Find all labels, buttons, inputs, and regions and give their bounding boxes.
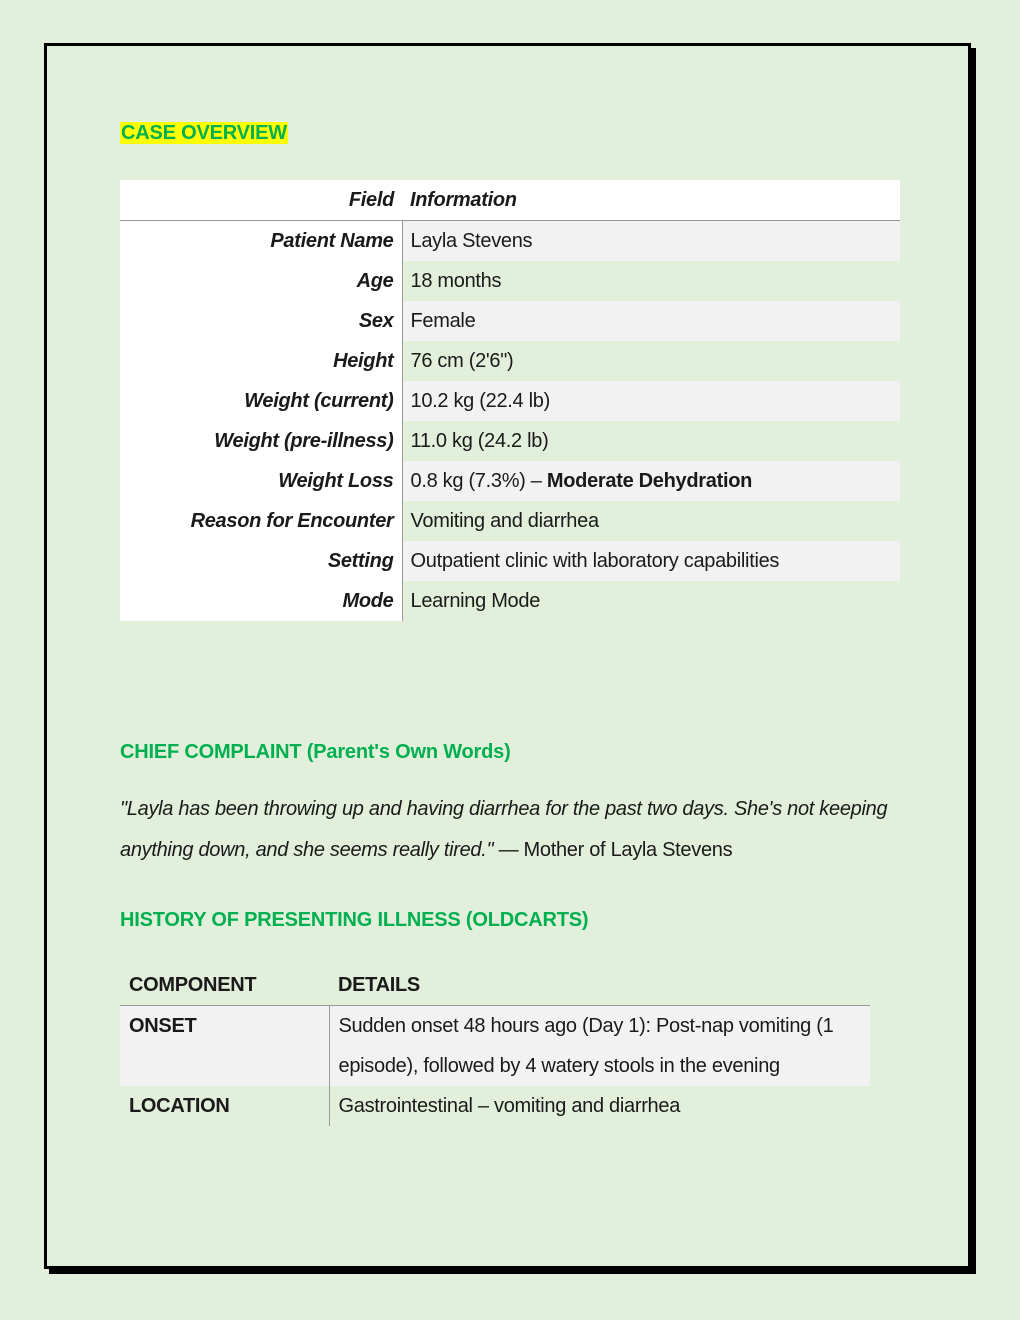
hpi-table [120, 965, 870, 1126]
case-overview-table [120, 180, 900, 621]
table-row [120, 261, 900, 301]
row-value: 18 months [410, 269, 502, 292]
row-value: Outpatient clinic with laboratory capabilities [402, 541, 900, 581]
row-value: Female [402, 301, 900, 341]
row-label: Setting [120, 541, 402, 581]
table-row [120, 461, 900, 501]
table-row [120, 381, 900, 421]
row-label: Mode [120, 581, 402, 621]
information-header: Information [402, 180, 900, 221]
table-header-row [120, 965, 870, 1006]
table-row [120, 301, 900, 341]
row-label: Age [120, 261, 402, 301]
table-row [120, 341, 900, 381]
table-row [120, 1086, 870, 1126]
chief-complaint-title: CHIEF COMPLAINT (Parent's Own Words) [120, 741, 511, 763]
table-row [120, 541, 900, 581]
table-row [120, 501, 900, 541]
row-label: Weight (pre-illness) [120, 421, 402, 461]
table-row [120, 1006, 870, 1087]
quote-attribution: — Mother of Layla Stevens [493, 839, 733, 861]
row-value: 11.0 kg (24.2 lb) [410, 429, 549, 452]
table-row [120, 421, 900, 461]
quote-text: "Layla has been throwing up and having diarrhea for the past two days. She's not keeping anything down, and she seems really tired." [120, 798, 888, 861]
row-label: Height [120, 341, 402, 381]
row-label: Patient Name [120, 221, 402, 262]
row-value: 76 cm (2'6") [410, 349, 514, 372]
row-value [402, 461, 900, 501]
field-header: Field [120, 180, 402, 221]
row-label: Weight (current) [120, 381, 402, 421]
case-overview-title-text: CASE OVERVIEW [121, 122, 287, 144]
row-value: Vomiting and diarrhea [410, 509, 599, 532]
row-label: Reason for Encounter [120, 501, 402, 541]
weight-loss-amount: 0.8 kg (7.3%) – [410, 469, 547, 492]
row-value: Learning Mode [410, 589, 541, 612]
dehydration-severity: Moderate Dehydration [546, 469, 753, 492]
details-header: DETAILS [338, 973, 420, 996]
hpi-title: HISTORY OF PRESENTING ILLNESS (OLDCARTS) [120, 909, 589, 931]
chief-complaint-quote [120, 789, 900, 871]
row-label: Sex [120, 301, 402, 341]
row-value: Layla Stevens [402, 221, 900, 262]
row-value: 10.2 kg (22.4 lb) [402, 381, 900, 421]
document-content [120, 118, 900, 1126]
case-overview-title [120, 118, 900, 148]
table-row [120, 221, 900, 262]
row-label: Weight Loss [120, 461, 402, 501]
table-row [120, 581, 900, 621]
component-cell: LOCATION [120, 1086, 329, 1126]
table-header-row [120, 180, 900, 221]
details-cell: Sudden onset 48 hours ago (Day 1): Post-nap vomiting (1 episode), followed by 4 watery stools in the evening [329, 1006, 870, 1087]
component-cell: ONSET [120, 1006, 329, 1087]
details-cell: Gastrointestinal – vomiting and diarrhea [338, 1095, 681, 1117]
component-header: COMPONENT [129, 973, 257, 996]
